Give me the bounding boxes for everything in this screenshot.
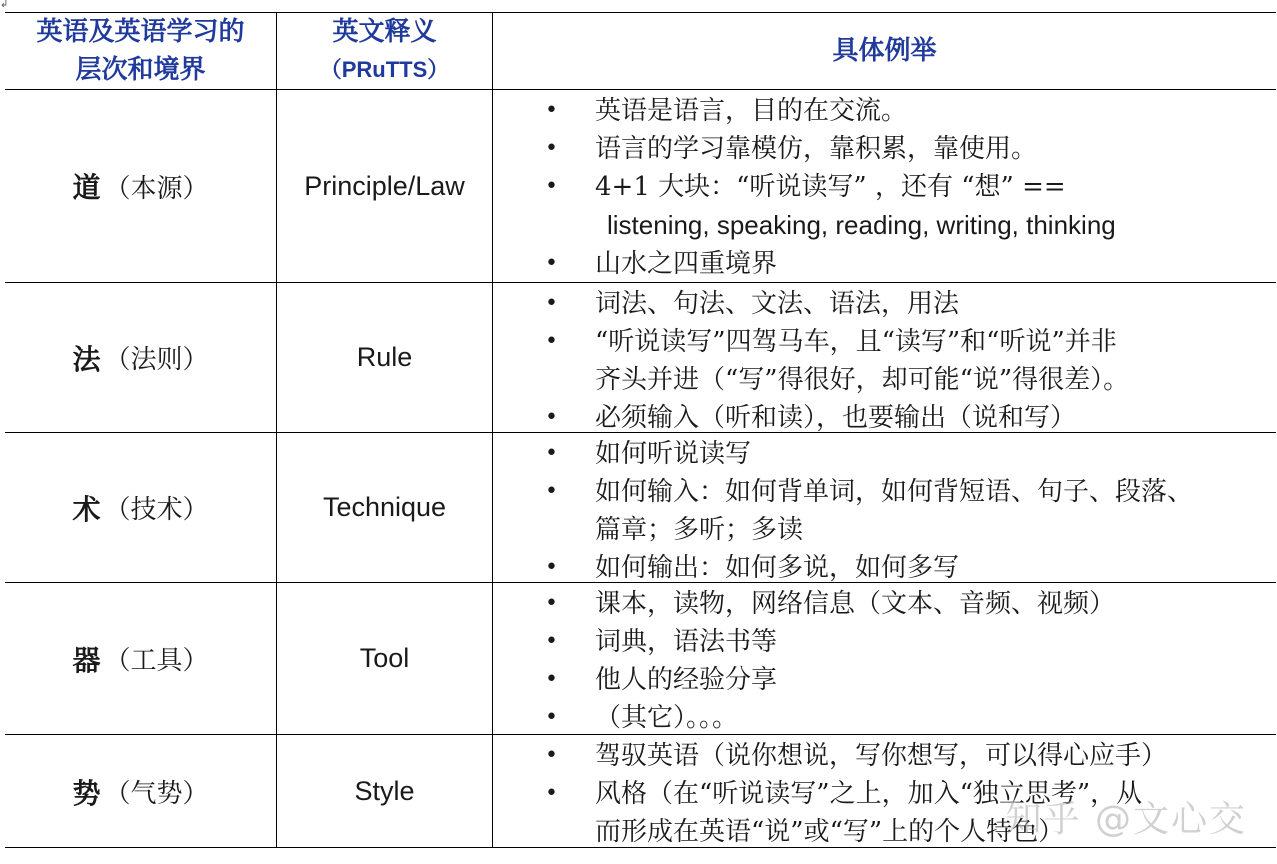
level-cell bbox=[5, 583, 276, 734]
example-text: 而形成在英语“说”或“写”上的个人特色） bbox=[595, 817, 1065, 847]
bullet-icon: • bbox=[545, 667, 558, 692]
bullet-icon: • bbox=[545, 329, 558, 354]
header-level-column bbox=[5, 13, 276, 89]
table-row-shu bbox=[5, 432, 1276, 582]
bullet-icon: • bbox=[545, 591, 558, 616]
english-term: Principle/Law bbox=[304, 170, 465, 201]
examples-cell bbox=[492, 433, 1276, 582]
bullet-icon: • bbox=[545, 291, 558, 316]
bullet-icon: • bbox=[545, 251, 558, 276]
level-meaning: （气势） bbox=[104, 779, 209, 809]
example-continuation bbox=[493, 361, 1276, 399]
example-item bbox=[493, 92, 1276, 130]
level-key: 术 bbox=[72, 492, 101, 526]
example-text: 山水之四重境界 bbox=[595, 249, 778, 279]
english-term-cell bbox=[276, 283, 492, 432]
level-cell bbox=[5, 735, 276, 848]
example-text: 英语是语言，目的在交流。 bbox=[595, 96, 908, 126]
level-key: 法 bbox=[72, 342, 101, 376]
table-row-qi bbox=[5, 582, 1276, 734]
bullet-icon: • bbox=[545, 629, 558, 654]
example-text: 驾驭英语（说你想说，写你想写，可以得心应手） bbox=[595, 741, 1168, 771]
example-item bbox=[493, 623, 1276, 661]
table-row-fa bbox=[5, 282, 1276, 432]
example-item bbox=[493, 473, 1276, 511]
examples-list bbox=[493, 435, 1276, 587]
bullet-icon: • bbox=[545, 136, 558, 161]
header-english-line1: 英文释义 bbox=[332, 17, 437, 47]
example-continuation bbox=[493, 511, 1276, 549]
example-item bbox=[493, 130, 1276, 168]
examples-list bbox=[493, 92, 1276, 283]
header-level-line2: 层次和境界 bbox=[75, 55, 206, 85]
bullet-icon: • bbox=[545, 479, 558, 504]
example-item bbox=[493, 737, 1276, 775]
example-text: 如何输入：如何背单词，如何背短语、句子、段落、 bbox=[595, 477, 1194, 507]
example-text: （其它）。。。 bbox=[595, 703, 739, 733]
level-meaning: （本源） bbox=[104, 173, 209, 204]
example-item bbox=[493, 585, 1276, 623]
bullet-icon: • bbox=[545, 705, 558, 730]
table-row-dao bbox=[5, 89, 1276, 282]
example-text: 如何输出：如何多说，如何多写 bbox=[595, 553, 960, 583]
example-text: 语言的学习靠模仿，靠积累，靠使用。 bbox=[595, 134, 1038, 164]
example-text: 4+1 大块：“听说读写” ，还有 “想” == bbox=[595, 172, 1066, 202]
english-term: Style bbox=[354, 776, 415, 806]
example-continuation bbox=[493, 206, 1276, 245]
example-text: 必须输入（听和读），也要输出（说和写） bbox=[595, 403, 1077, 433]
bullet-icon: • bbox=[545, 743, 558, 768]
example-text: 他人的经验分享 bbox=[595, 665, 778, 695]
level-key: 道 bbox=[72, 171, 101, 204]
header-english-line2: （PRuTTS） bbox=[319, 57, 450, 82]
examples-cell bbox=[492, 583, 1276, 734]
english-term: Rule bbox=[356, 342, 413, 372]
level-cell bbox=[5, 90, 276, 282]
english-term: Tool bbox=[359, 643, 410, 673]
example-item bbox=[493, 435, 1276, 473]
example-item bbox=[493, 323, 1276, 361]
paragraph-mark-icon: ↲ bbox=[0, 0, 9, 10]
example-item bbox=[493, 285, 1276, 323]
example-text: “听说读写”四驾马车，且“读写”和“听说”并非 bbox=[595, 327, 1117, 357]
table-header-row bbox=[5, 13, 1276, 89]
english-term-cell bbox=[276, 583, 492, 734]
example-item bbox=[493, 661, 1276, 699]
header-english-column bbox=[276, 13, 492, 89]
header-examples-column bbox=[492, 13, 1276, 89]
bullet-icon: • bbox=[545, 174, 558, 199]
example-text: 风格（在“听说读写”之上，加入“独立思考”，从 bbox=[595, 779, 1143, 809]
examples-list bbox=[493, 585, 1276, 737]
example-text: 词典，语法书等 bbox=[595, 627, 778, 657]
bullet-icon: • bbox=[545, 405, 558, 430]
bullet-icon: • bbox=[545, 98, 558, 123]
english-term: Technique bbox=[322, 492, 447, 522]
bullet-icon: • bbox=[545, 441, 558, 466]
level-meaning: （法则） bbox=[104, 345, 209, 375]
example-text: 课本，读物，网络信息（文本、音频、视频） bbox=[595, 589, 1116, 619]
level-cell bbox=[5, 433, 276, 582]
prutts-table bbox=[5, 12, 1276, 848]
english-term-cell bbox=[276, 735, 492, 848]
example-text: 齐头并进（“写”得很好，却可能“说”得很差）。 bbox=[595, 365, 1130, 395]
level-meaning: （工具） bbox=[104, 646, 209, 676]
watermark: 知乎 @文心交 bbox=[1005, 799, 1247, 840]
example-text: listening, speaking, reading, writing, thinking bbox=[607, 210, 1116, 240]
english-term-cell bbox=[276, 433, 492, 582]
level-cell bbox=[5, 283, 276, 432]
example-text: 篇章；多听；多读 bbox=[595, 515, 804, 545]
level-meaning: （技术） bbox=[104, 495, 209, 525]
header-level-line1: 英语及英语学习的 bbox=[36, 17, 245, 47]
bullet-icon: • bbox=[545, 781, 558, 806]
english-term-cell bbox=[276, 90, 492, 282]
example-text: 如何听说读写 bbox=[595, 439, 752, 469]
example-item bbox=[493, 699, 1276, 737]
example-item bbox=[493, 245, 1276, 283]
level-key: 器 bbox=[72, 643, 101, 677]
level-key: 势 bbox=[72, 776, 101, 810]
example-item bbox=[493, 168, 1276, 206]
examples-list bbox=[493, 285, 1276, 437]
examples-cell bbox=[492, 283, 1276, 432]
example-text: 词法、句法、文法、语法，用法 bbox=[595, 289, 960, 319]
examples-cell bbox=[492, 90, 1276, 282]
header-examples-label: 具体例举 bbox=[832, 36, 937, 66]
bullet-icon: • bbox=[545, 555, 558, 580]
